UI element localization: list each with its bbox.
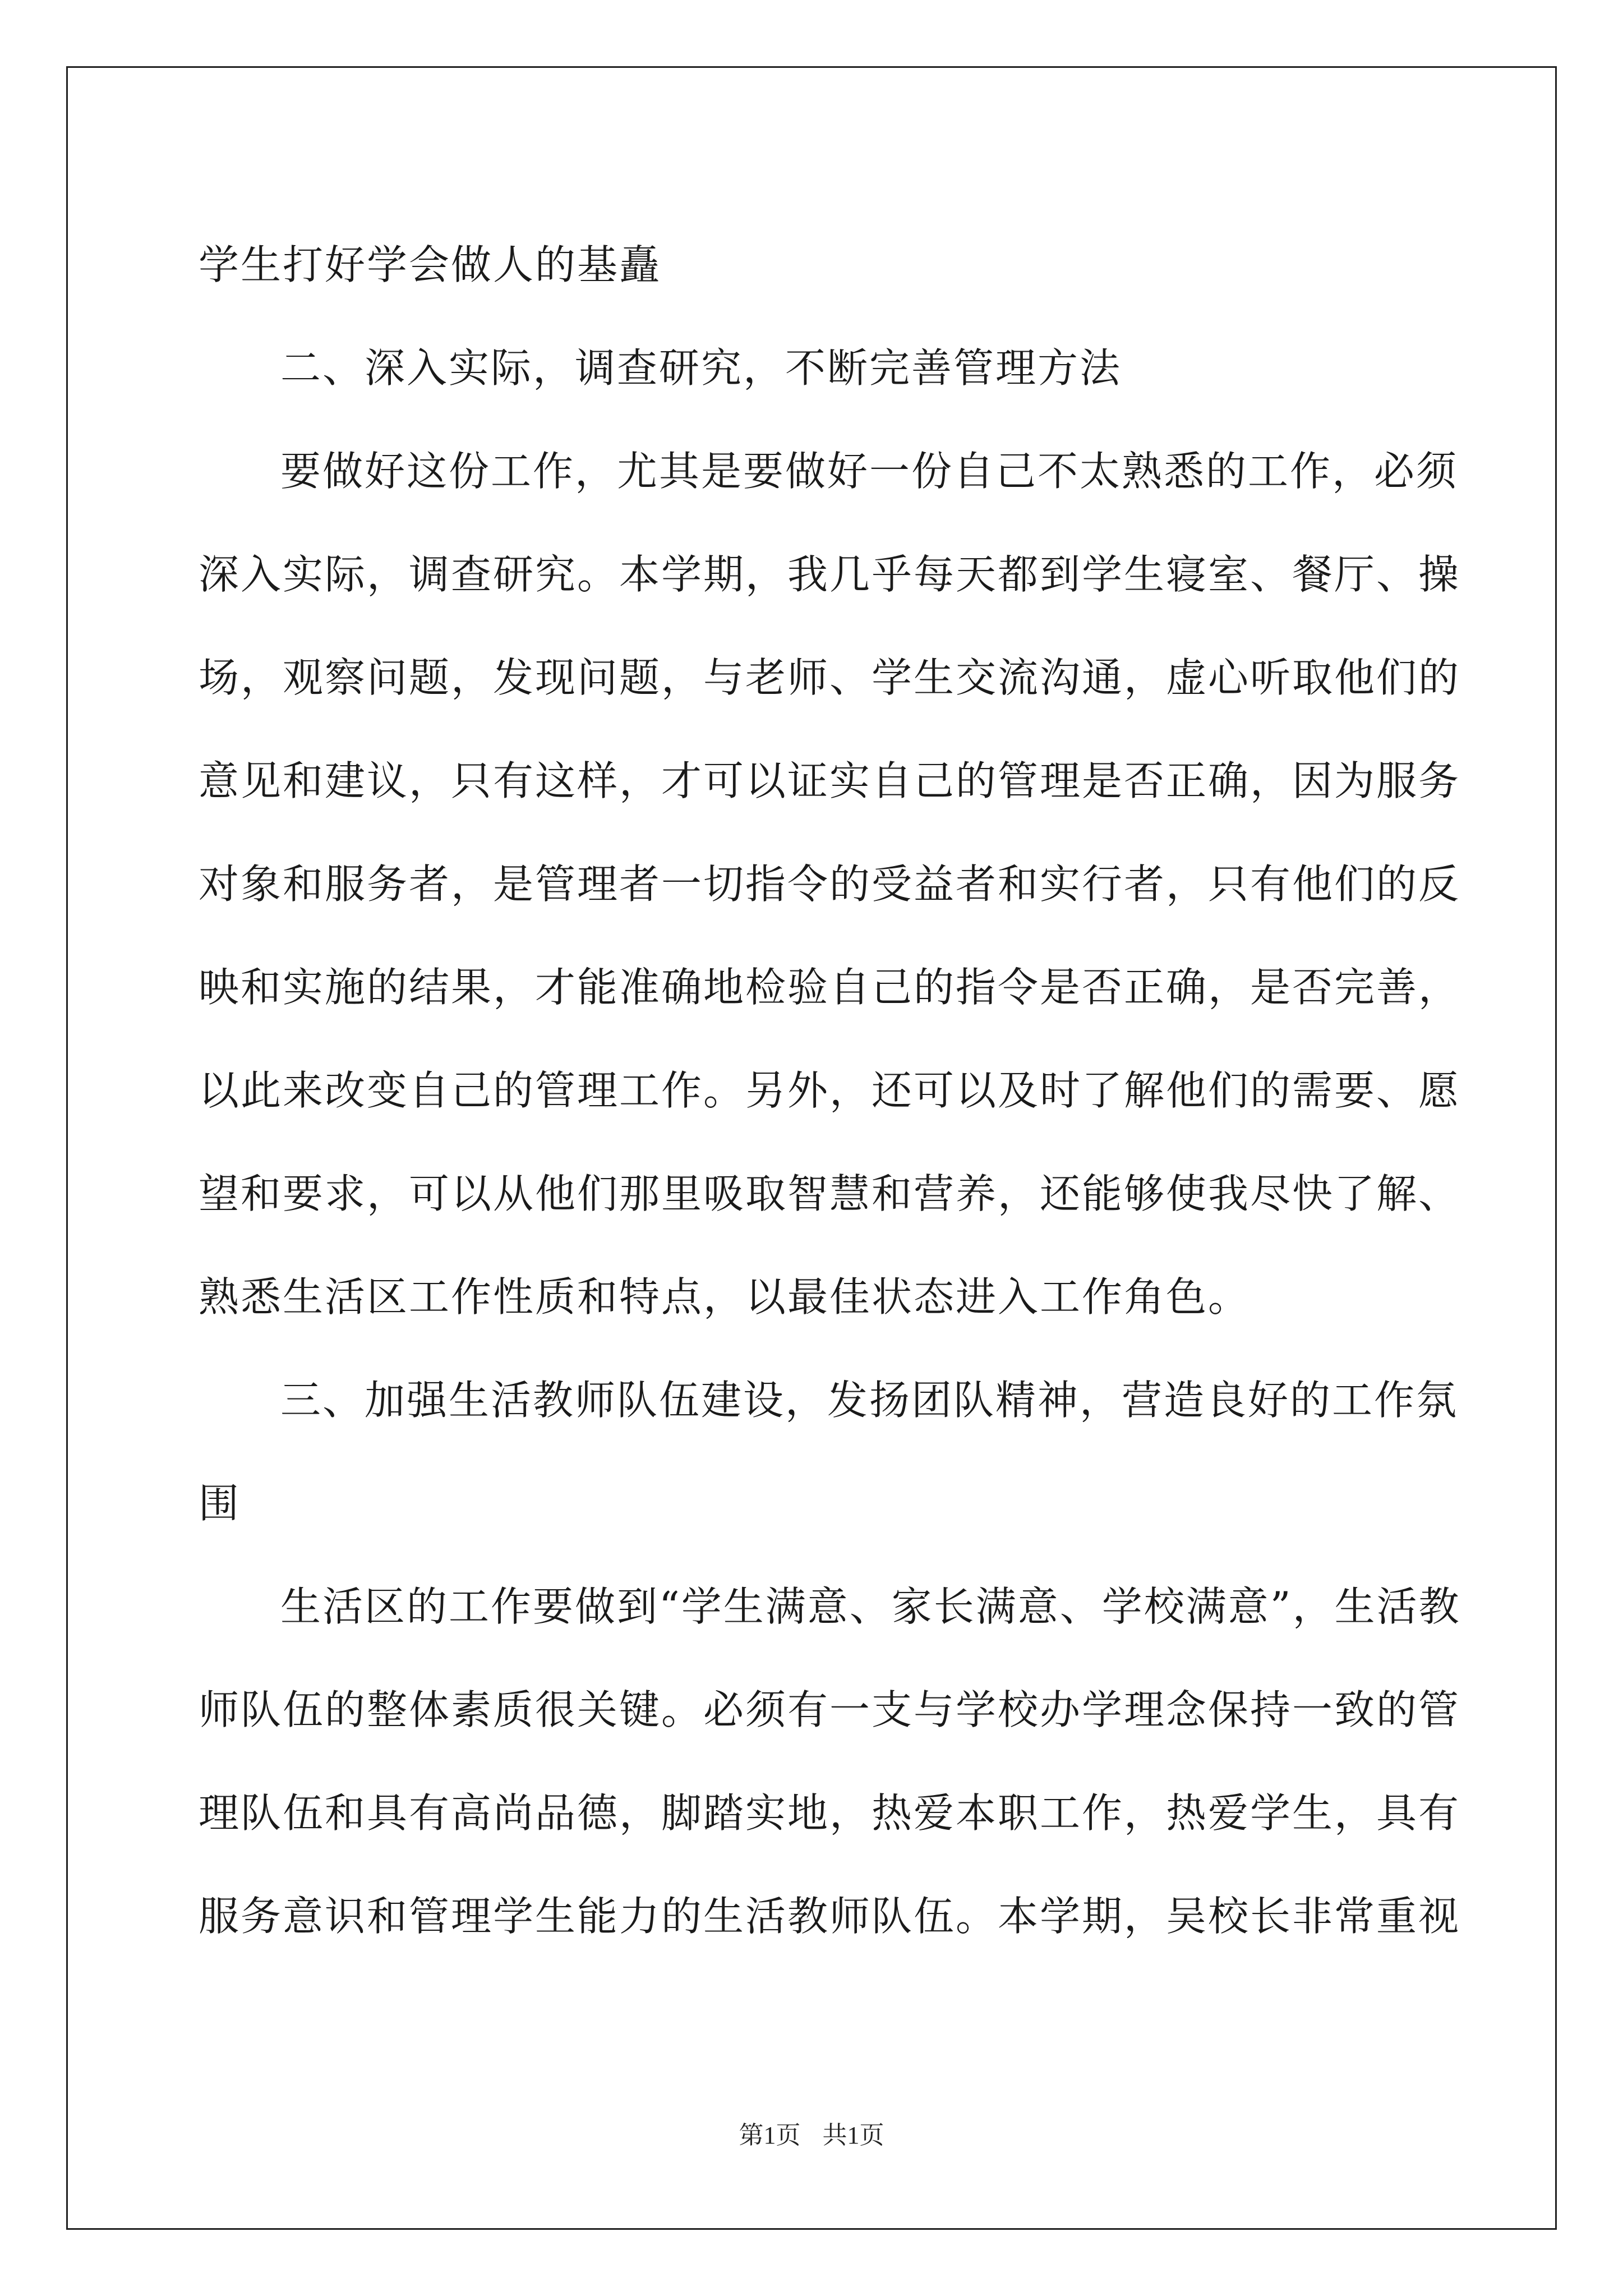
page-footer xyxy=(0,2115,1623,2151)
paragraph-line: 生活区的工作要做到“学生满意、家长满意、学校满意”，生活教 xyxy=(280,1583,1461,1630)
section-heading: 二、深入实际，调查研究，不断完善管理方法 xyxy=(280,344,1122,392)
body-line: 学生打好学会做人的基矗 xyxy=(199,241,662,288)
paragraph-line: 对象和服务者，是管理者一切指令的受益者和实行者，只有他们的反 xyxy=(199,861,1461,908)
paragraph-line: 服务意识和管理学生能力的生活教师队伍。本学期，吴校长非常重视 xyxy=(199,1893,1461,1940)
page-number: 第1页 xyxy=(739,2122,801,2149)
paragraph-line: 理队伍和具有高尚品德，脚踏实地，热爱本职工作，热爱学生，具有 xyxy=(199,1789,1461,1837)
paragraph-line: 师队伍的整体素质很关键。必须有一支与学校办学理念保持一致的管 xyxy=(199,1686,1461,1733)
paragraph-line: 熟悉生活区工作性质和特点，以最佳状态进入工作角色。 xyxy=(199,1273,1251,1320)
paragraph-line: 深入实际，调查研究。本学期，我几乎每天都到学生寝室、餐厅、操 xyxy=(199,551,1461,598)
paragraph-line: 以此来改变自己的管理工作。另外，还可以及时了解他们的需要、愿 xyxy=(199,1067,1461,1114)
paragraph-line: 场，观察问题，发现问题，与老师、学生交流沟通，虚心听取他们的 xyxy=(199,654,1461,701)
section-heading: 三、加强生活教师队伍建设，发扬团队精神，营造良好的工作氛 xyxy=(280,1377,1459,1424)
document-body xyxy=(199,213,1461,1968)
paragraph-line: 意见和建议，只有这样，才可以证实自己的管理是否正确，因为服务 xyxy=(199,757,1461,804)
section-heading-continued: 围 xyxy=(199,1480,241,1527)
paragraph-line: 望和要求，可以从他们那里吸取智慧和营养，还能够使我尽快了解、 xyxy=(199,1170,1461,1217)
paragraph-line: 映和实施的结果，才能准确地检验自己的指令是否正确，是否完善， xyxy=(199,964,1461,1011)
page-total: 共1页 xyxy=(822,2122,884,2149)
paragraph-line: 要做好这份工作，尤其是要做好一份自己不太熟悉的工作，必须 xyxy=(280,448,1459,495)
